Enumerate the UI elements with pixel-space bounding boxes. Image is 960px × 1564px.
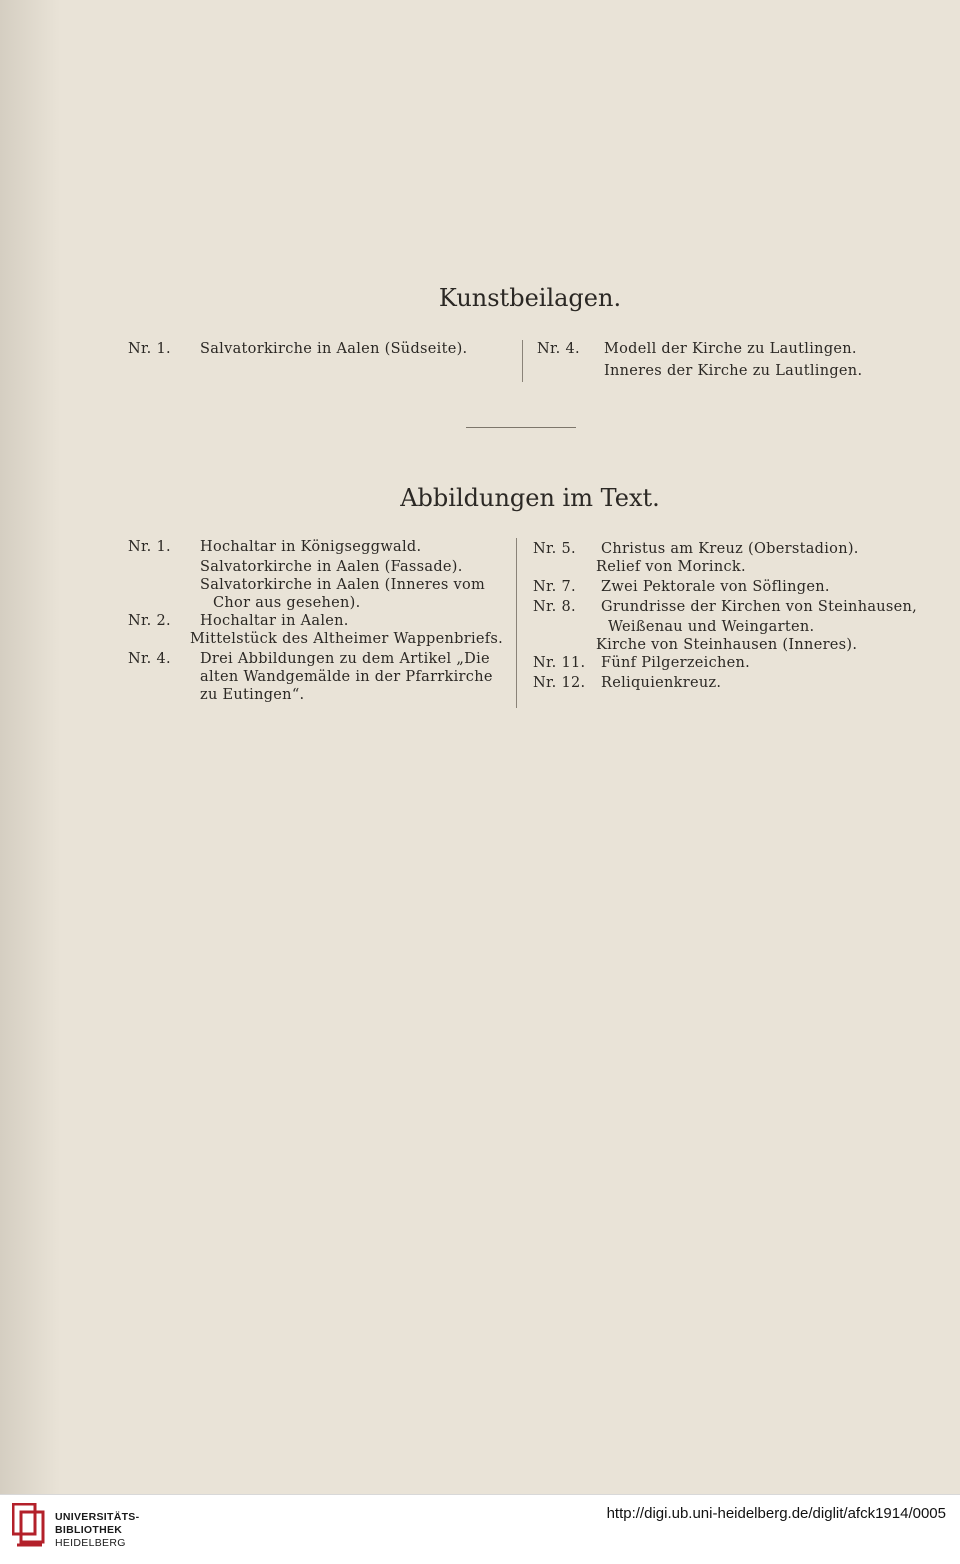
entry-line: Fünf Pilgerzeichen. bbox=[601, 655, 751, 671]
section-title-kunstbeilagen: Kunstbeilagen. bbox=[438, 284, 622, 312]
column-divider bbox=[516, 538, 517, 708]
entry-line: Hochaltar in Königseggwald. bbox=[200, 539, 422, 555]
section-divider bbox=[466, 427, 576, 428]
entry-line: Drei Abbildungen zu dem Artikel „Die bbox=[200, 651, 490, 667]
entry-line: Salvatorkirche in Aalen (Südseite). bbox=[200, 341, 468, 357]
logo-text-line3: HEIDELBERG bbox=[55, 1537, 126, 1549]
logo-text-line1: UNIVERSITÄTS- bbox=[55, 1511, 140, 1523]
entry-line: Mittelstück des Altheimer Wappenbriefs. bbox=[190, 631, 504, 647]
entry-line: Zwei Pektorale von Söflingen. bbox=[601, 579, 830, 595]
entry-number: Nr. 11. bbox=[533, 655, 586, 671]
entry-line: Hochaltar in Aalen. bbox=[200, 613, 349, 629]
entry-number: Nr. 1. bbox=[128, 539, 171, 555]
entry-number: Nr. 2. bbox=[128, 613, 171, 629]
entry-line: Salvatorkirche in Aalen (Fassade). bbox=[200, 559, 463, 575]
entry-line: zu Eutingen“. bbox=[200, 687, 305, 703]
entry-line: Modell der Kirche zu Lautlingen. bbox=[604, 341, 857, 357]
entry-line: Reliquienkreuz. bbox=[601, 675, 722, 691]
entry-number: Nr. 5. bbox=[533, 541, 576, 557]
entry-line: alten Wandgemälde in der Pfarrkirche bbox=[200, 669, 493, 685]
column-divider bbox=[522, 340, 523, 382]
source-url-link[interactable]: http://digi.ub.uni-heidelberg.de/diglit/afck1914/0005 bbox=[606, 1505, 946, 1522]
logo-text-line2: BIBLIOTHEK bbox=[55, 1524, 123, 1536]
section-title-abbildungen: Abbildungen im Text. bbox=[400, 484, 660, 512]
entry-number: Nr. 7. bbox=[533, 579, 576, 595]
entry-line: Chor aus gesehen). bbox=[213, 595, 361, 611]
page-gutter-shadow bbox=[0, 0, 60, 1494]
entry-line: Relief von Morinck. bbox=[596, 559, 746, 575]
entry-number: Nr. 1. bbox=[128, 341, 171, 357]
entry-line: Grundrisse der Kirchen von Steinhausen, bbox=[601, 599, 918, 615]
entry-number: Nr. 12. bbox=[533, 675, 586, 691]
library-logo-icon bbox=[12, 1503, 46, 1549]
entry-line: Inneres der Kirche zu Lautlingen. bbox=[604, 363, 863, 379]
entry-line: Kirche von Steinhausen (Inneres). bbox=[596, 637, 858, 653]
entry-number: Nr. 8. bbox=[533, 599, 576, 615]
entry-line: Salvatorkirche in Aalen (Inneres vom bbox=[200, 577, 486, 593]
entry-number: Nr. 4. bbox=[128, 651, 171, 667]
entry-line: Weißenau und Weingarten. bbox=[608, 619, 815, 635]
entry-number: Nr. 4. bbox=[537, 341, 580, 357]
entry-line: Christus am Kreuz (Oberstadion). bbox=[601, 541, 859, 557]
